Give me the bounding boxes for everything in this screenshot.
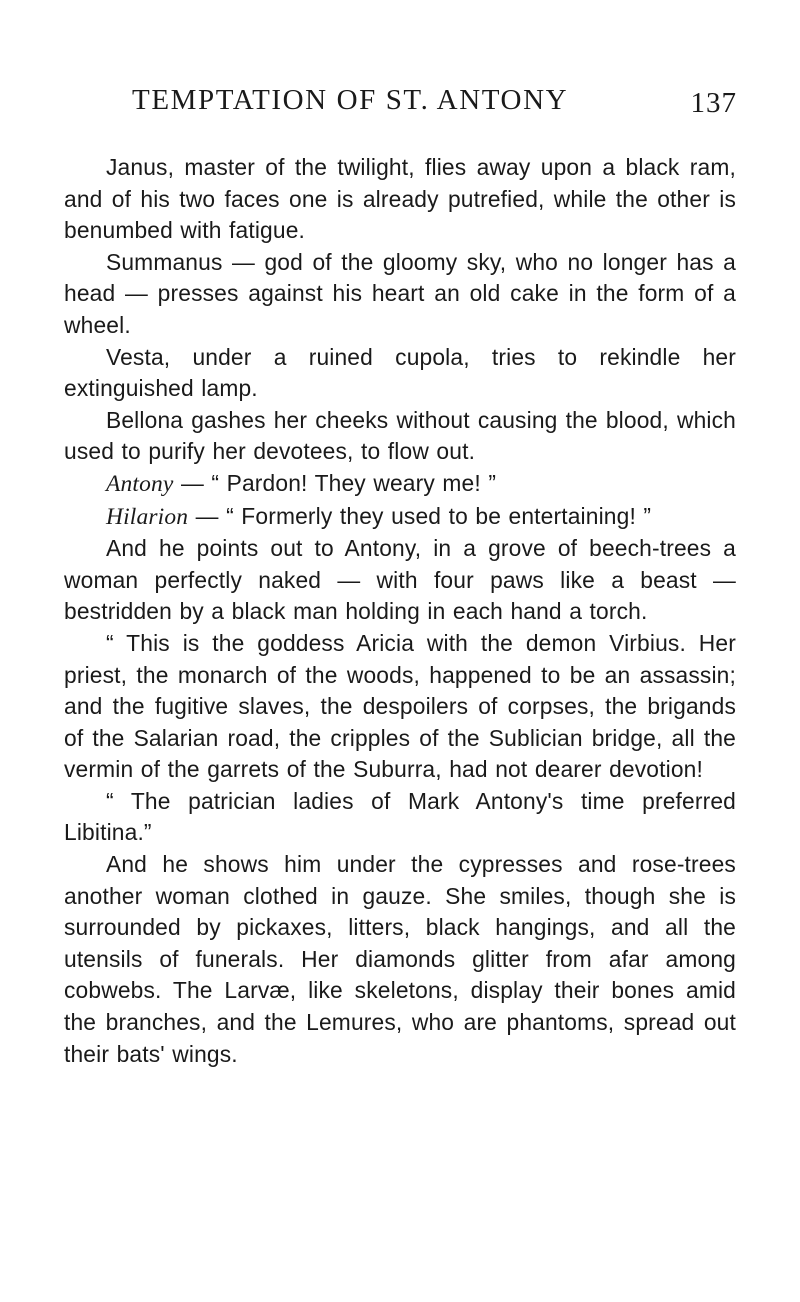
paragraph [64, 152, 736, 247]
speaker-name: Antony [106, 470, 174, 497]
dialogue-line [64, 468, 736, 501]
dialogue-line [64, 501, 736, 534]
paragraph [64, 849, 736, 1070]
paragraph [64, 786, 736, 849]
paragraph-text: “ This is the goddess Aricia with the demon Virbius. Her priest, the monarch of the woods, happened to be an assassin; and the fugitive slaves, the despoilers of corpses, the brigands of the Salarian road, the cripples of the Sublician bridge, all the vermin of the garrets of the Suburra, had not dearer devotion! [64, 629, 736, 783]
paragraph [64, 342, 736, 405]
paragraph-text: Vesta, under a ruined cupola, tries to rekindle her extinguished lamp. [64, 343, 736, 402]
page-number: 137 [690, 87, 737, 119]
paragraph [64, 405, 736, 468]
body-text [64, 152, 736, 1070]
paragraph-text: And he points out to Antony, in a grove of beech-trees a woman perfectly naked — with four paws like a beast — bestridden by a black man holding in each hand a torch. [64, 535, 736, 625]
paragraph-text: Janus, master of the twilight, flies away upon a black ram, and of his two faces one is already putrefied, while the other is benumbed with fatigue. [64, 154, 736, 244]
running-title: TEMPTATION OF ST. ANTONY [132, 84, 569, 116]
paragraph [64, 628, 736, 786]
dialogue-text: — “ Formerly they used to be entertaining! ” [188, 502, 652, 529]
paragraph-text: “ The patrician ladies of Mark Antony's time preferred Libitina.” [64, 787, 736, 846]
paragraph-text: Bellona gashes her cheeks without causing the blood, which used to purify her devotees, to flow out. [64, 406, 736, 465]
paragraph [64, 247, 736, 342]
paragraph-text: Summanus — god of the gloomy sky, who no longer has a head — presses against his heart an old cake in the form of a wheel. [64, 248, 736, 338]
paragraph-text: And he shows him under the cypresses and rose-trees another woman clothed in gauze. She smiles, though she is surrounded by pickaxes, litters, black hangings, and all the utensils of funerals. Her diamonds glitter from afar among cobwebs. The Larvæ, like skeletons, display their bones amid the branches, and the Lemures, who are phantoms, spread out their bats' wings. [64, 851, 736, 1067]
speaker-name: Hilarion [106, 503, 189, 530]
dialogue-text: — “ Pardon! They weary me! ” [173, 469, 497, 496]
paragraph [64, 533, 736, 628]
book-page [64, 0, 736, 1302]
page-header [132, 84, 737, 124]
